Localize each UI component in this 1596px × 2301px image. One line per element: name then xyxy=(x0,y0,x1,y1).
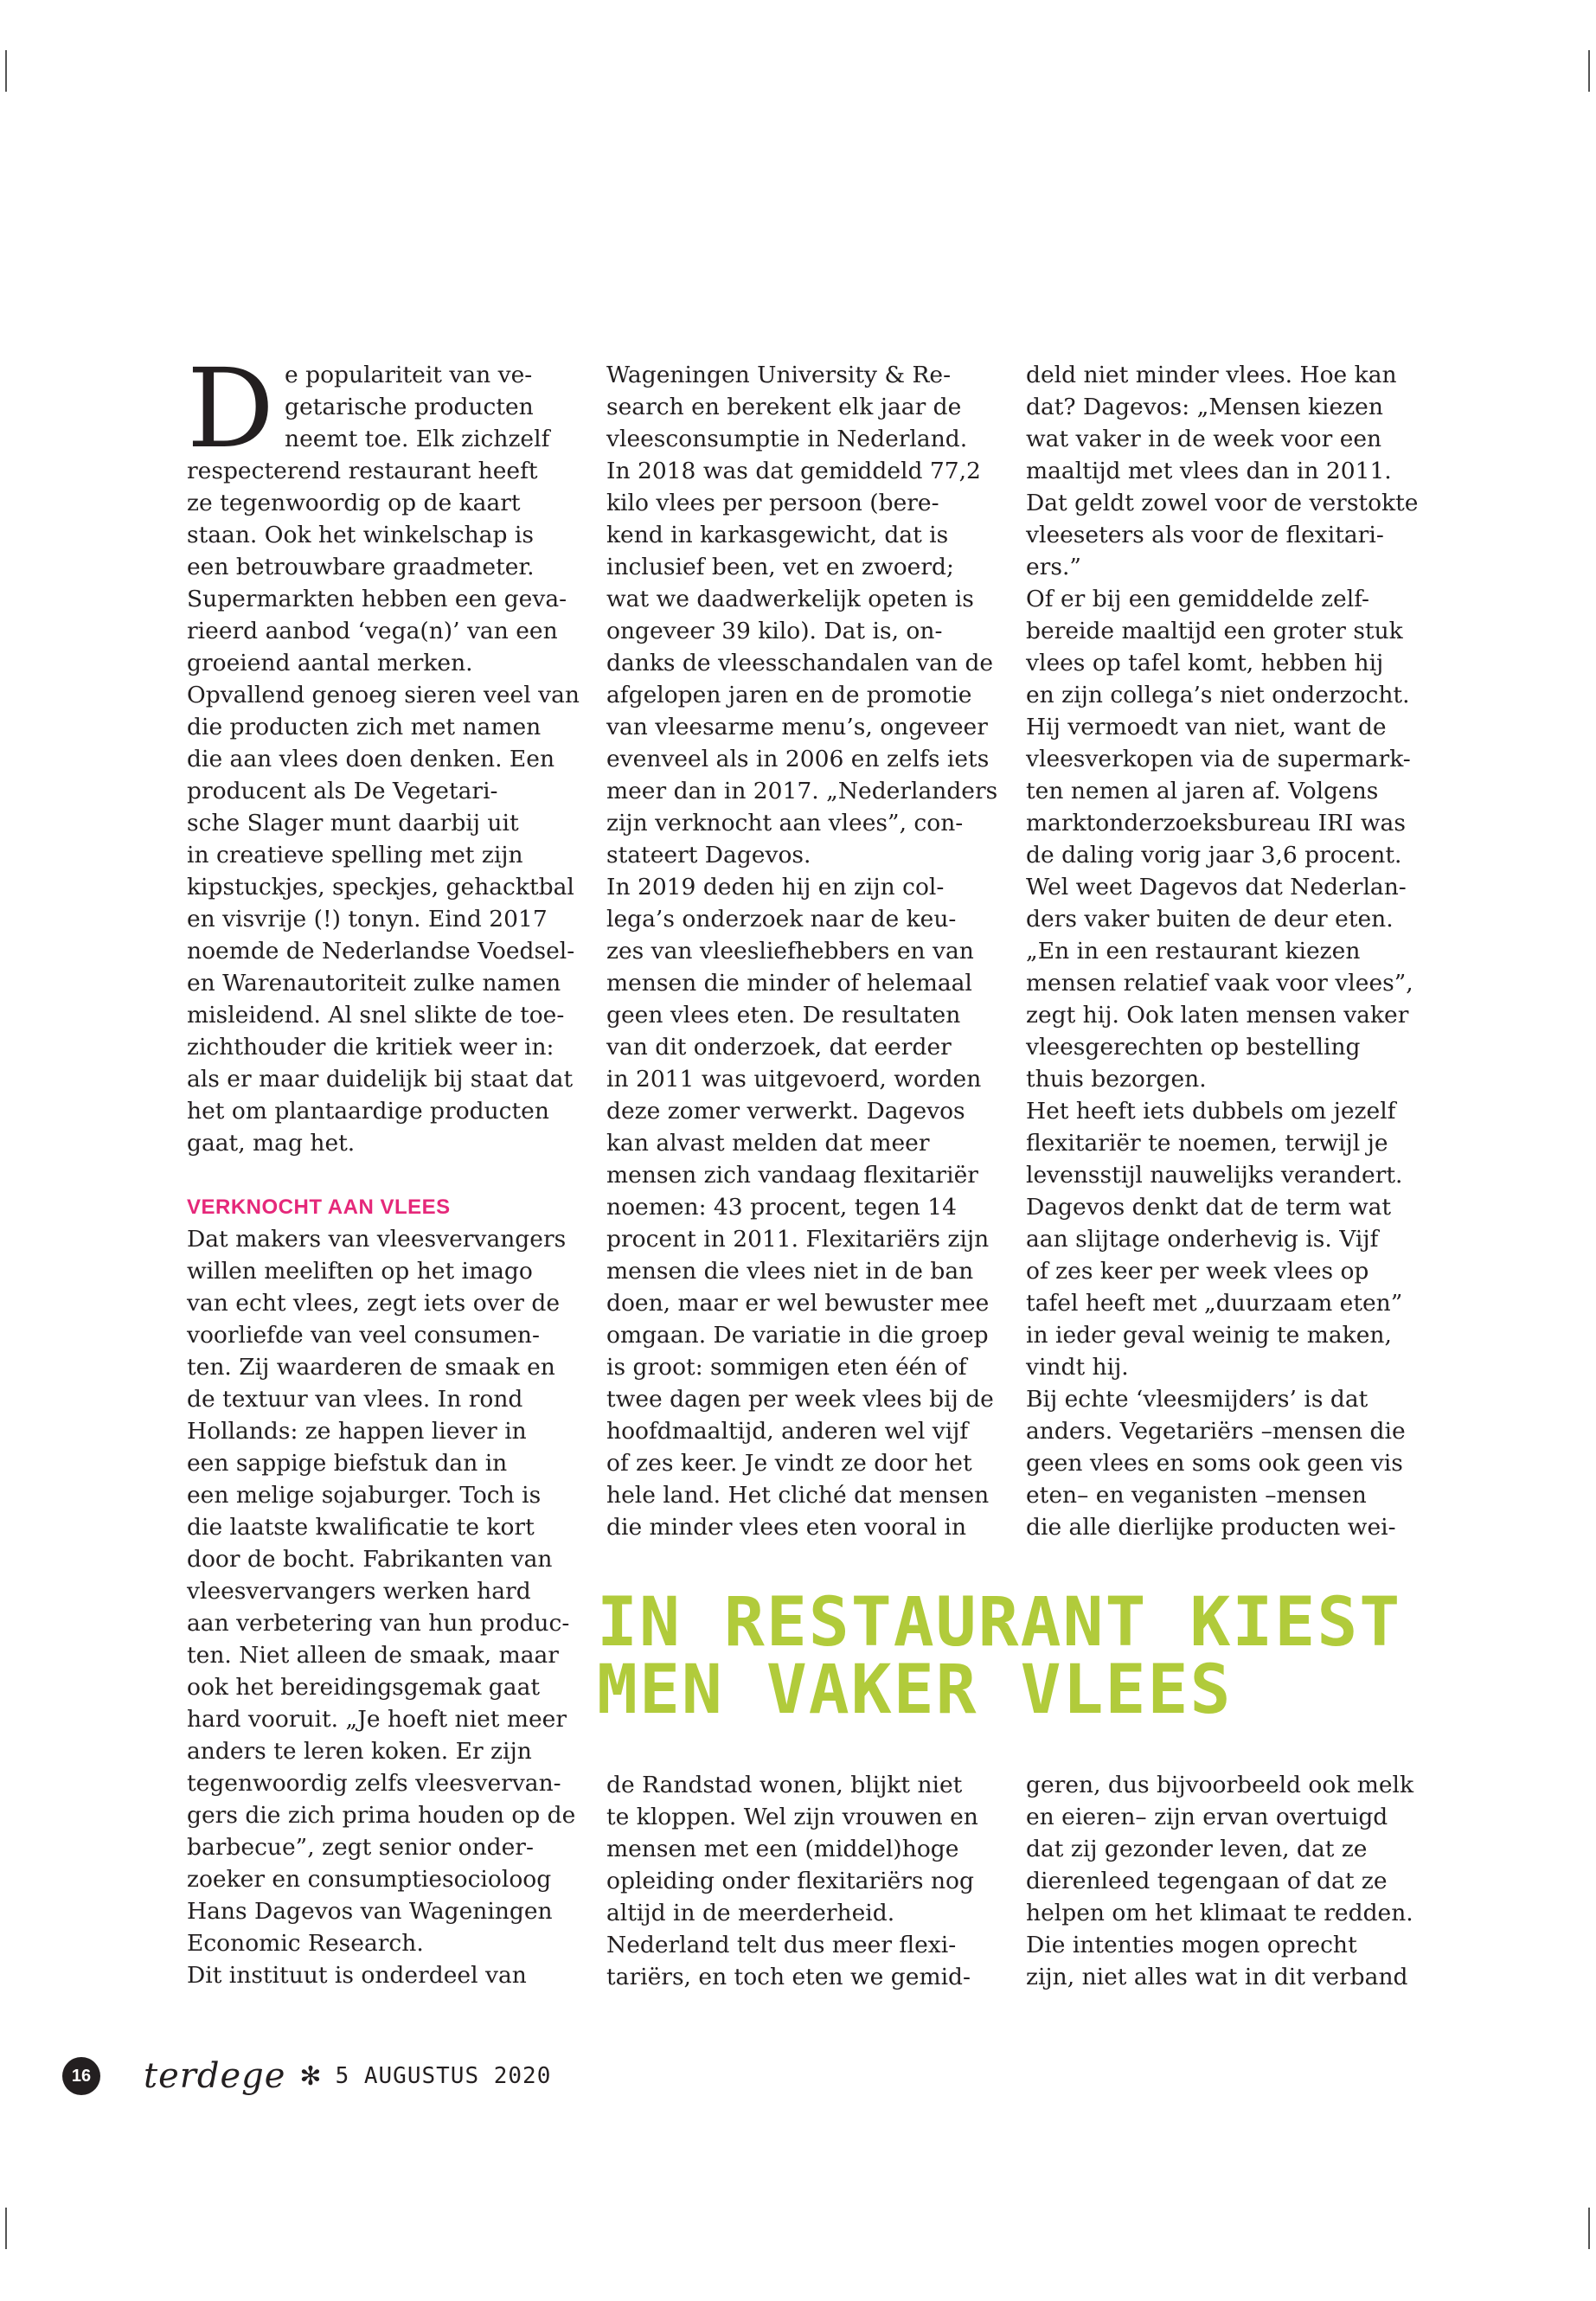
text-line: mensen die minder of helemaal xyxy=(606,970,972,997)
text-line: bereide maaltijd een groter stuk xyxy=(1026,618,1403,644)
text-line: noemen: 43 procent, tegen 14 xyxy=(606,1194,957,1221)
crop-mark-bottom-left xyxy=(5,2208,7,2249)
text-line: ders vaker buiten de deur eten. xyxy=(1026,906,1394,933)
magazine-logo: terdege xyxy=(144,2056,286,2096)
text-line: getarische producten xyxy=(285,394,534,420)
text-line: vindt hij. xyxy=(1026,1354,1129,1381)
text-line: stateert Dagevos. xyxy=(606,842,811,868)
text-line: kend in karkasgewicht, dat is xyxy=(606,522,949,548)
text-line: omgaan. De variatie in die groep xyxy=(606,1322,989,1349)
text-line: door de bocht. Fabrikanten van xyxy=(187,1546,553,1573)
text-line: en Warenautoriteit zulke namen xyxy=(187,970,561,997)
text-line: zijn verknocht aan vlees”, con- xyxy=(606,810,964,836)
text-line: die producten zich met namen xyxy=(187,714,542,740)
text-line: de Randstad wonen, blijkt niet xyxy=(606,1772,963,1798)
text-line: Dit instituut is onderdeel van xyxy=(187,1962,527,1989)
text-line: Hij vermoedt van niet, want de xyxy=(1026,714,1387,740)
text-line: lega’s onderzoek naar de keu- xyxy=(606,906,957,933)
text-line: danks de vleesschandalen van de xyxy=(606,650,994,676)
text-line: kilo vlees per persoon (bere- xyxy=(606,490,939,516)
text-line: Opvallend genoeg sieren veel van xyxy=(187,682,580,708)
text-line: mensen zich vandaag flexitariër xyxy=(606,1162,978,1189)
text-line: Bij echte ‘vleesmijders’ is dat xyxy=(1026,1386,1368,1413)
text-line: anders te leren koken. Er zijn xyxy=(187,1738,532,1765)
text-line: van echt vlees, zegt iets over de xyxy=(187,1290,561,1317)
text-line: die laatste kwalificatie te kort xyxy=(187,1514,535,1541)
text-line: flexitariër te noemen, terwijl je xyxy=(1026,1130,1388,1157)
text-line: levensstijl nauwelijks verandert. xyxy=(1026,1162,1403,1189)
text-line: thuis bezorgen. xyxy=(1026,1066,1207,1093)
text-line: hoofdmaaltijd, anderen wel vijf xyxy=(606,1418,969,1445)
text-line: aan verbetering van hun produc- xyxy=(187,1610,570,1637)
text-line: eten– en veganisten –mensen xyxy=(1026,1482,1367,1509)
text-line: Dagevos denkt dat de term wat xyxy=(1026,1194,1392,1221)
article-column-3-bottom xyxy=(1026,1769,1414,1993)
crop-mark-bottom-right xyxy=(1588,2208,1590,2249)
text-line: ten. Niet alleen de smaak, maar xyxy=(187,1642,559,1669)
text-line: vleeseters als voor de flexitari- xyxy=(1026,522,1384,548)
text-line: e populariteit van ve- xyxy=(285,362,533,388)
subheading: VERKNOCHT AAN VLEES xyxy=(187,1195,451,1219)
intro-paragraph xyxy=(187,345,580,1159)
text-line: die aan vlees doen denken. Een xyxy=(187,746,555,772)
text-line: Die intenties mogen oprecht xyxy=(1026,1932,1357,1958)
text-line: procent in 2011. Flexitariërs zijn xyxy=(606,1226,990,1253)
body-paragraph xyxy=(606,359,998,1543)
text-line: opleiding onder flexitariërs nog xyxy=(606,1868,974,1894)
text-line: ze tegenwoordig op de kaart xyxy=(187,490,521,516)
text-line: mensen met een (middel)hoge xyxy=(606,1836,959,1862)
text-line: misleidend. Al snel slikte de toe- xyxy=(187,1002,565,1029)
text-line: anders. Vegetariërs –mensen die xyxy=(1026,1418,1406,1445)
text-line: maaltijd met vlees dan in 2011. xyxy=(1026,458,1392,484)
article-column-1 xyxy=(187,345,580,1991)
text-line: Economic Research. xyxy=(187,1930,424,1957)
text-line: search en berekent elk jaar de xyxy=(606,394,962,420)
text-line: ers.” xyxy=(1026,554,1081,580)
text-line: Nederland telt dus meer flexi- xyxy=(606,1932,957,1958)
text-line: zichthouder die kritiek weer in: xyxy=(187,1034,554,1061)
body-paragraph xyxy=(606,1769,987,1993)
text-line: is groot: sommigen eten één of xyxy=(606,1354,967,1381)
text-line: Of er bij een gemiddelde zelf- xyxy=(1026,586,1370,612)
text-line: een betrouwbare graadmeter. xyxy=(187,554,535,580)
text-line: of zes keer per week vlees op xyxy=(1026,1258,1369,1285)
text-line: zoeker en consumptiesocioloog xyxy=(187,1866,552,1893)
issue-date: 5 AUGUSTUS 2020 xyxy=(335,2063,552,2089)
text-line: rieerd aanbod ‘vega(n)’ van een xyxy=(187,618,558,644)
text-line: hard vooruit. „Je hoeft niet meer xyxy=(187,1706,567,1733)
text-line: zegt hij. Ook laten mensen vaker xyxy=(1026,1002,1409,1029)
text-line: die alle dierlijke producten wei- xyxy=(1026,1514,1396,1541)
text-line: wat vaker in de week voor een xyxy=(1026,426,1382,452)
article-column-2-bottom xyxy=(606,1769,987,1993)
text-line: en visvrije (!) tonyn. Eind 2017 xyxy=(187,906,548,933)
text-line: gers die zich prima houden op de xyxy=(187,1802,576,1829)
text-line: zijn, niet alles wat in dit verband xyxy=(1026,1964,1408,1990)
text-line: staan. Ook het winkelschap is xyxy=(187,522,534,548)
text-line: hele land. Het cliché dat mensen xyxy=(606,1482,990,1509)
text-line: twee dagen per week vlees bij de xyxy=(606,1386,994,1413)
text-line: in 2011 was uitgevoerd, worden xyxy=(606,1066,982,1093)
text-line: als er maar duidelijk bij staat dat xyxy=(187,1066,574,1093)
text-line: meer dan in 2017. „Nederlanders xyxy=(606,778,998,804)
text-line: kipstuckjes, speckjes, gehacktbal xyxy=(187,874,574,901)
text-line: Dat geldt zowel voor de verstokte xyxy=(1026,490,1419,516)
text-line: tegenwoordig zelfs vleesvervan- xyxy=(187,1770,561,1797)
text-line: en zijn collega’s niet onderzocht. xyxy=(1026,682,1410,708)
text-line: die minder vlees eten vooral in xyxy=(606,1514,967,1541)
text-line: Hans Dagevos van Wageningen xyxy=(187,1898,553,1925)
page-number: 16 xyxy=(62,2057,100,2095)
text-line: Dat makers van vleesvervangers xyxy=(187,1226,567,1253)
text-line: vlees op tafel komt, hebben hij xyxy=(1026,650,1384,676)
text-line: doen, maar er wel bewuster mee xyxy=(606,1290,990,1317)
pull-quote xyxy=(597,1584,1402,1729)
text-line: neemt toe. Elk zichzelf xyxy=(285,426,550,452)
text-line: een melige sojaburger. Toch is xyxy=(187,1482,542,1509)
text-line: zes van vleesliefhebbers en van xyxy=(606,938,974,965)
text-line: vleesvervangers werken hard xyxy=(187,1578,531,1605)
text-line: marktonderzoeksbureau IRI was xyxy=(1026,810,1406,836)
text-line: tariërs, en toch eten we gemid- xyxy=(606,1964,971,1990)
dropcap: D xyxy=(187,345,275,472)
text-line: afgelopen jaren en de promotie xyxy=(606,682,972,708)
text-line: vleesverkopen via de supermark- xyxy=(1026,746,1411,772)
text-line: helpen om het klimaat te redden. xyxy=(1026,1900,1413,1926)
article-column-2-top xyxy=(606,359,998,1543)
text-line: in ieder geval weinig te maken, xyxy=(1026,1322,1392,1349)
crop-mark-top-right xyxy=(1588,50,1590,92)
text-line: de textuur van vlees. In rond xyxy=(187,1386,523,1413)
text-line: of zes keer. Je vindt ze door het xyxy=(606,1450,972,1477)
text-line: altijd in de meerderheid. xyxy=(606,1900,895,1926)
text-line: in creatieve spelling met zijn xyxy=(187,842,523,868)
text-line: van dit onderzoek, dat eerder xyxy=(606,1034,952,1061)
text-line: producent als De Vegetari- xyxy=(187,778,498,804)
text-line: evenveel als in 2006 en zelfs iets xyxy=(606,746,990,772)
body-paragraph xyxy=(1026,359,1419,1543)
text-line: mensen relatief vaak voor vlees”, xyxy=(1026,970,1413,997)
separator-icon: ✻ xyxy=(299,2061,322,2092)
page-footer xyxy=(62,2057,551,2095)
text-line: In 2018 was dat gemiddeld 77,2 xyxy=(606,458,981,484)
text-line: dierenleed tegengaan of dat ze xyxy=(1026,1868,1388,1894)
text-line: Wageningen University & Re- xyxy=(606,362,952,388)
text-line: ten nemen al jaren af. Volgens xyxy=(1026,778,1379,804)
text-line: wat we daadwerkelijk opeten is xyxy=(606,586,974,612)
text-line: ten. Zij waarderen de smaak en xyxy=(187,1354,555,1381)
text-line: voorliefde van veel consumen- xyxy=(187,1322,540,1349)
text-line: willen meeliften op het imago xyxy=(187,1258,533,1285)
text-line: te kloppen. Wel zijn vrouwen en xyxy=(606,1804,978,1830)
text-line: Hollands: ze happen liever in xyxy=(187,1418,527,1445)
article-column-3-top xyxy=(1026,359,1419,1543)
text-line: ongeveer 39 kilo). Dat is, on- xyxy=(606,618,943,644)
text-line: Wel weet Dagevos dat Nederlan- xyxy=(1026,874,1407,901)
pull-quote-line: MEN VAKER VLEES xyxy=(597,1651,1233,1729)
text-line: Supermarkten hebben een geva- xyxy=(187,586,567,612)
text-line: geren, dus bijvoorbeeld ook melk xyxy=(1026,1772,1414,1798)
text-line: „En in een restaurant kiezen xyxy=(1026,938,1361,965)
text-line: het om plantaardige producten xyxy=(187,1098,549,1125)
text-line: In 2019 deden hij en zijn col- xyxy=(606,874,945,901)
text-line: vleesgerechten op bestelling xyxy=(1026,1034,1361,1061)
text-line: vleesconsumptie in Nederland. xyxy=(606,426,968,452)
text-line: de daling vorig jaar 3,6 procent. xyxy=(1026,842,1402,868)
text-line: deld niet minder vlees. Hoe kan xyxy=(1026,362,1397,388)
text-line: mensen die vlees niet in de ban xyxy=(606,1258,974,1285)
text-line: tafel heeft met „duurzaam eten” xyxy=(1026,1290,1403,1317)
pull-quote-line: IN RESTAURANT KIEST xyxy=(597,1584,1402,1662)
body-paragraph xyxy=(187,1223,576,1991)
text-line: respecterend restaurant heeft xyxy=(187,458,538,484)
text-line: barbecue”, zegt senior onder- xyxy=(187,1834,534,1861)
text-line: dat? Dagevos: „Mensen kiezen xyxy=(1026,394,1383,420)
text-line: aan slijtage onderhevig is. Vijf xyxy=(1026,1226,1379,1253)
text-line: Het heeft iets dubbels om jezelf xyxy=(1026,1098,1396,1125)
text-line: van vleesarme menu’s, ongeveer xyxy=(606,714,988,740)
body-paragraph xyxy=(1026,1769,1414,1993)
text-line: groeiend aantal merken. xyxy=(187,650,473,676)
text-line: en eieren– zijn ervan overtuigd xyxy=(1026,1804,1388,1830)
text-line: gaat, mag het. xyxy=(187,1130,356,1157)
text-line: noemde de Nederlandse Voedsel- xyxy=(187,938,575,965)
text-line: een sappige biefstuk dan in xyxy=(187,1450,508,1477)
text-line: geen vlees en soms ook geen vis xyxy=(1026,1450,1403,1477)
text-line: inclusief been, vet en zwoerd; xyxy=(606,554,954,580)
text-line: geen vlees eten. De resultaten xyxy=(606,1002,961,1029)
text-line: sche Slager munt daarbij uit xyxy=(187,810,519,836)
text-line: deze zomer verwerkt. Dagevos xyxy=(606,1098,965,1125)
text-line: dat zij gezonder leven, dat ze xyxy=(1026,1836,1368,1862)
text-line: ook het bereidingsgemak gaat xyxy=(187,1674,541,1701)
text-line: kan alvast melden dat meer xyxy=(606,1130,930,1157)
crop-mark-top-left xyxy=(5,50,7,92)
